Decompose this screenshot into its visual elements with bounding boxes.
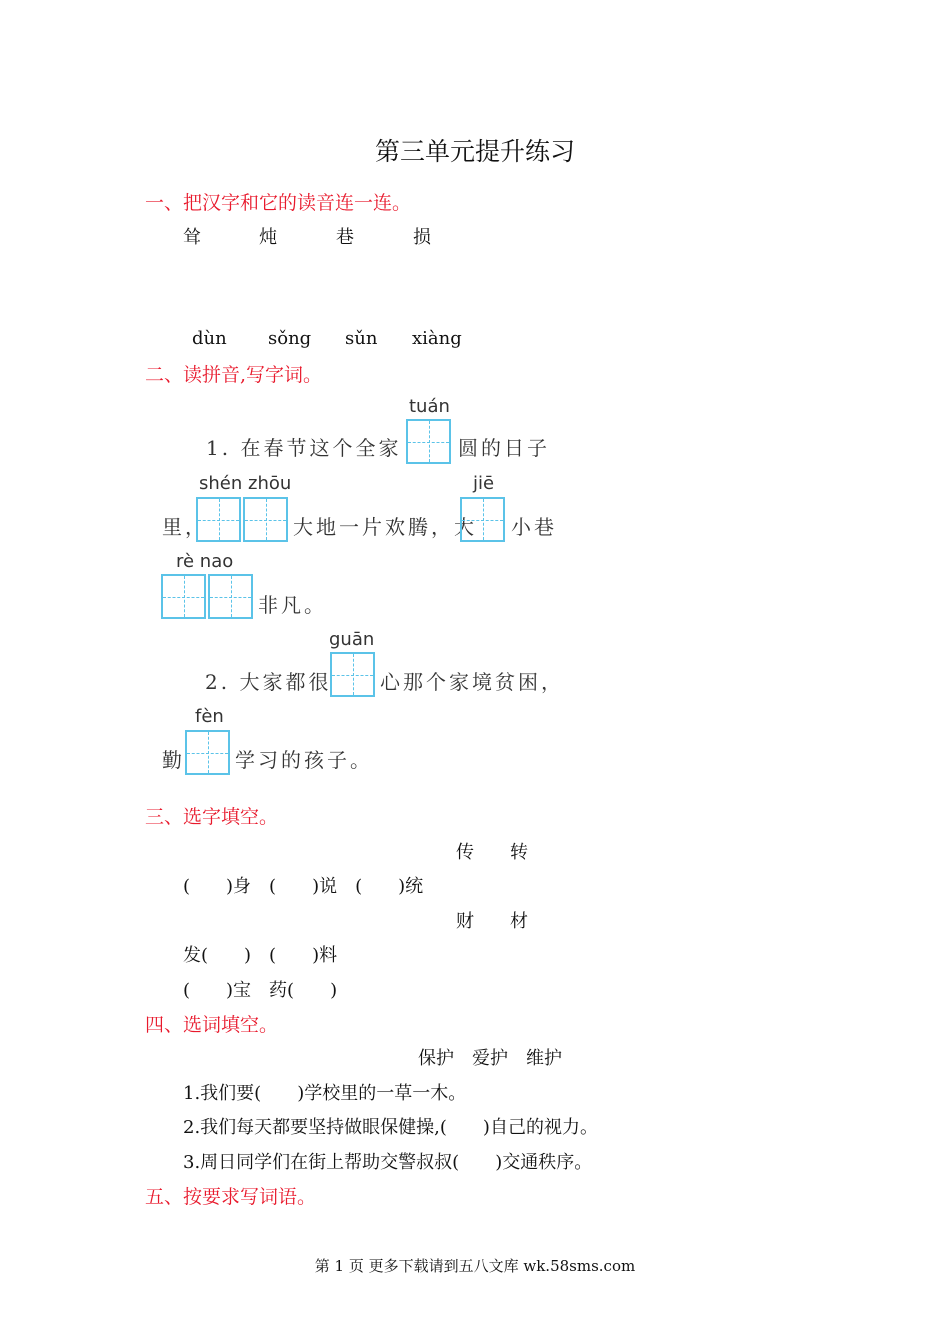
question-item: 1.我们要( )学校里的一草一木。 — [183, 1083, 467, 1104]
q1-text-e: 非凡。 — [258, 593, 327, 617]
pinyin-renao: rè nao — [176, 551, 234, 572]
q1-text-li: 里， — [162, 515, 208, 539]
pinyin-guan: guān — [329, 629, 375, 650]
writing-box-guan[interactable] — [330, 652, 375, 697]
question-item: 2.我们每天都要坚持做眼保健操,( )自己的视力。 — [183, 1117, 598, 1138]
writing-box-tuan[interactable] — [406, 419, 451, 464]
section-5-heading: 五、按要求写词语。 — [145, 1186, 317, 1208]
character-3: 巷 — [336, 227, 354, 248]
q2-text-a: 2. 大家都很 — [205, 670, 332, 694]
section-1-heading: 一、把汉字和它的读音连一连。 — [145, 192, 412, 214]
pinyin-3: sǔn — [345, 328, 378, 349]
pinyin-fen: fèn — [195, 706, 224, 727]
writing-box-fen[interactable] — [185, 730, 230, 775]
writing-box-zhou[interactable] — [243, 497, 288, 542]
q1-text-d: 小巷 — [511, 515, 557, 539]
pinyin-4: xiàng — [412, 328, 462, 349]
q1-text-c: 大地一片欢腾，大 — [293, 515, 477, 539]
writing-box-shen[interactable] — [196, 497, 241, 542]
character-2: 炖 — [259, 227, 277, 248]
group2-choices: 财 材 — [456, 911, 528, 932]
group1-line: ( )身 ( )说 ( )统 — [183, 876, 424, 897]
pinyin-shenzhou: shén zhōu — [199, 473, 292, 494]
q1-text-a: 1. 在春节这个全家 — [206, 436, 402, 460]
q2-text-b: 心那个家境贫困， — [380, 670, 564, 694]
page-title: 第三单元提升练习 — [374, 137, 575, 166]
q1-text-b: 圆的日子 — [458, 436, 550, 460]
group2-line-1: 发( ) ( )料 — [183, 945, 338, 966]
character-1: 耸 — [183, 227, 201, 248]
character-4: 损 — [413, 227, 431, 248]
section-2-heading: 二、读拼音,写字词。 — [145, 364, 323, 386]
pinyin-tuan: tuán — [409, 396, 450, 417]
q2-text-c: 学习的孩子。 — [235, 748, 373, 772]
writing-box-jie[interactable] — [460, 497, 505, 542]
pinyin-2: sǒng — [268, 328, 312, 349]
pinyin-1: dùn — [192, 328, 227, 349]
question-item: 3.周日同学们在街上帮助交警叔叔( )交通秩序。 — [183, 1152, 593, 1173]
group2-line-2: ( )宝 药( ) — [183, 980, 338, 1001]
group1-choices: 传 转 — [456, 842, 528, 863]
writing-box-re[interactable] — [161, 574, 206, 619]
pinyin-jie: jiē — [473, 473, 495, 494]
writing-box-nao[interactable] — [208, 574, 253, 619]
q2-text-qin: 勤 — [162, 748, 185, 772]
page-footer: 第 1 页 更多下载请到五八文库 wk.58sms.com — [314, 1257, 636, 1275]
word-choices: 保护 爱护 维护 — [418, 1048, 562, 1069]
section-3-heading: 三、选字填空。 — [145, 806, 279, 828]
section-4-heading: 四、选词填空。 — [145, 1014, 279, 1036]
